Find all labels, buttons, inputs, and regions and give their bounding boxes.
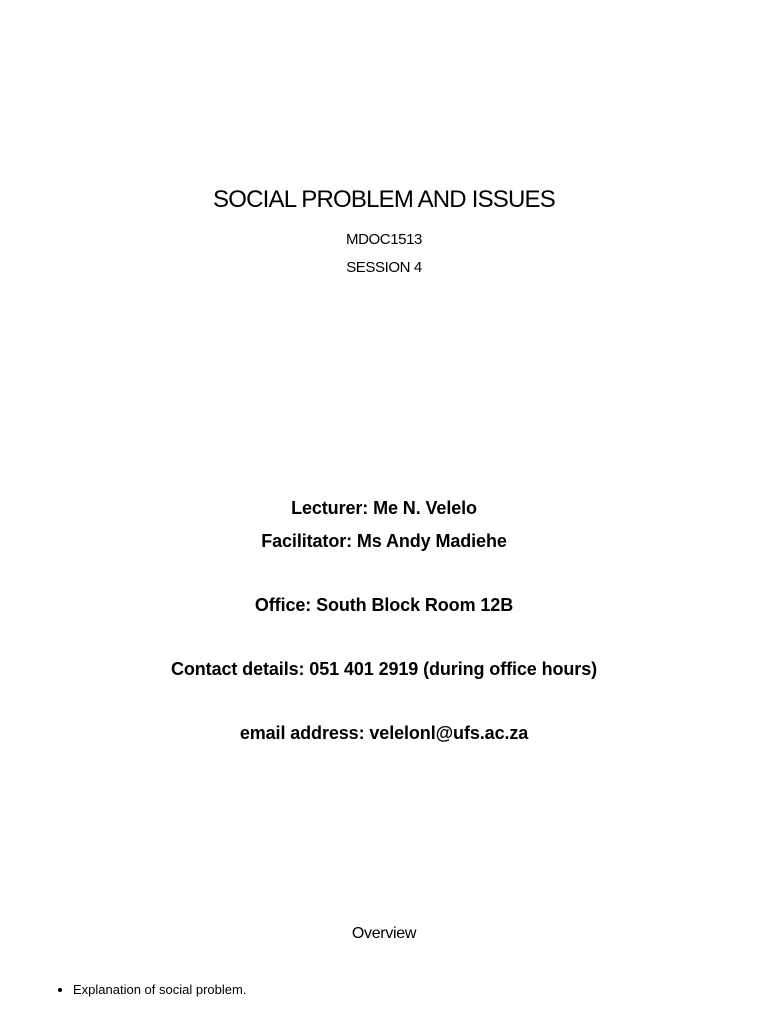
list-item (58, 982, 246, 997)
overview-heading: Overview (351, 925, 417, 942)
session-label: SESSION 4 (346, 259, 422, 276)
contact-details-line: Contact details: 051 401 2919 (during office hours) (170, 659, 597, 679)
list-item-text: Explanation of social problem. (73, 982, 247, 997)
office-line: Office: South Block Room 12B (254, 595, 514, 615)
bullet-dot-icon (58, 988, 62, 992)
lecturer-line: Lecturer: Me N. Velelo (291, 498, 477, 518)
course-code: MDOC1513 (346, 231, 422, 248)
page-title: SOCIAL PROBLEM AND ISSUES (213, 186, 555, 213)
overview-list (58, 982, 246, 997)
email-address-line: email address: velelonl@ufs.ac.za (239, 723, 529, 743)
facilitator-line: Facilitator: Ms Andy Madiehe (261, 531, 507, 551)
